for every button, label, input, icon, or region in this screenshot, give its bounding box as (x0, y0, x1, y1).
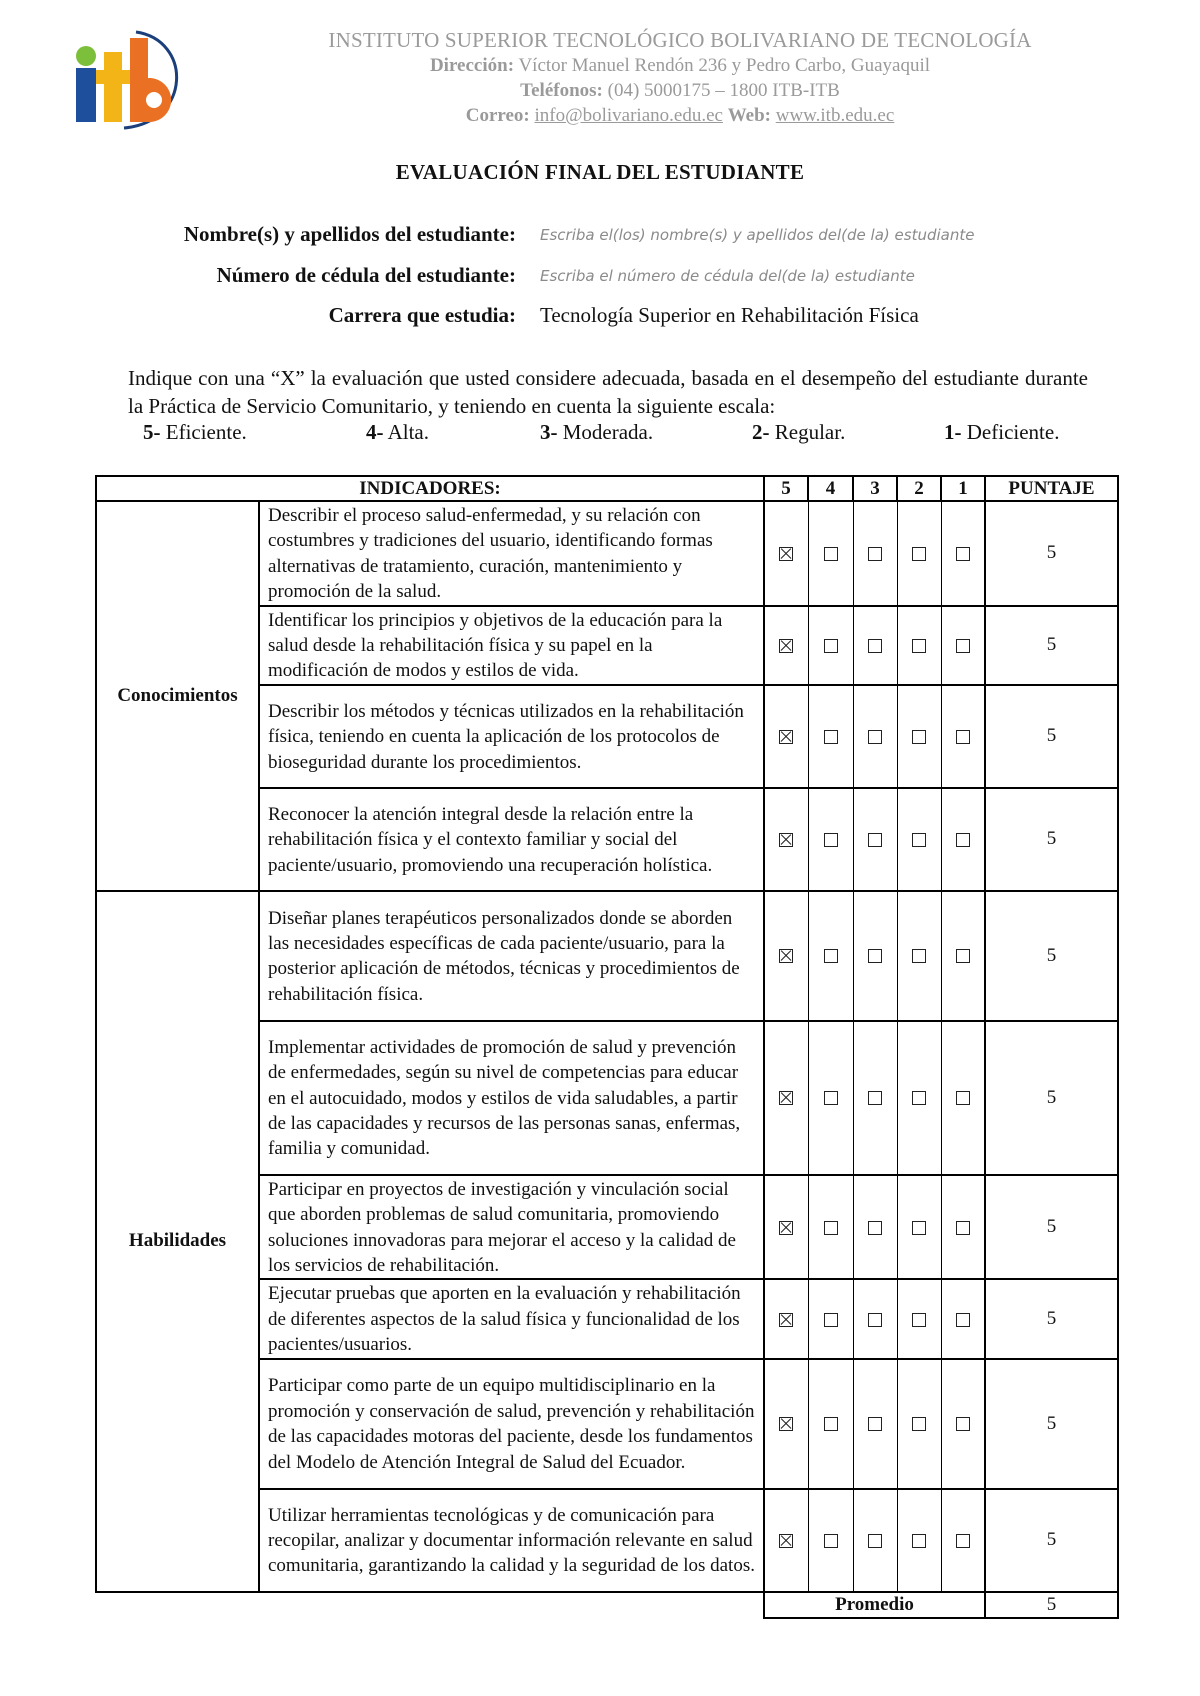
rating-1[interactable] (941, 1359, 985, 1489)
rating-4[interactable] (808, 788, 853, 891)
scale-item-2 (752, 420, 845, 445)
rating-5[interactable] (764, 788, 808, 891)
indicator-text: Diseñar planes terapéuticos personalizados donde se aborden las necesidades específicas de cada paciente/usuario, para la posterior aplicación de métodos, técnicas y procedimientos de rehabilitación física. (259, 891, 764, 1021)
empty-box-icon[interactable] (824, 730, 838, 744)
rating-2[interactable] (897, 501, 941, 606)
rating-3[interactable] (853, 1021, 897, 1175)
student-id-label: Número de cédula del estudiante: (216, 263, 516, 287)
checked-box-icon[interactable] (779, 730, 793, 744)
indicator-text: Utilizar herramientas tecnológicas y de comunicación para recopilar, analizar y documentar información relevante en salud comunitaria, garantizando la calidad y la seguridad de los datos. (259, 1489, 764, 1592)
header-indicators: INDICADORES: (96, 476, 764, 501)
checked-box-icon[interactable] (779, 1091, 793, 1105)
checked-box-icon[interactable] (779, 1221, 793, 1235)
empty-box-icon[interactable] (956, 1091, 970, 1105)
header-1: 1 (941, 476, 985, 501)
header-5: 5 (764, 476, 808, 501)
rating-2[interactable] (897, 788, 941, 891)
score-value: 5 (985, 1021, 1118, 1175)
rating-3[interactable] (853, 1279, 897, 1358)
empty-box-icon[interactable] (912, 949, 926, 963)
average-row (96, 1592, 1118, 1618)
empty-box-icon[interactable] (956, 1313, 970, 1327)
empty-box-icon[interactable] (824, 949, 838, 963)
rating-5[interactable] (764, 1489, 808, 1592)
empty-box-icon[interactable] (912, 1534, 926, 1548)
empty-box-icon[interactable] (912, 1221, 926, 1235)
rating-3[interactable] (853, 685, 897, 788)
rating-3[interactable] (853, 788, 897, 891)
student-id-field[interactable]: Escriba el número de cédula del(de la) estudiante (540, 267, 915, 285)
empty-box-icon[interactable] (868, 1091, 882, 1105)
blank-cell (96, 1592, 764, 1618)
empty-box-icon[interactable] (912, 1313, 926, 1327)
student-name-label: Nombre(s) y apellidos del estudiante: (183, 222, 516, 246)
rating-1[interactable] (941, 606, 985, 685)
indicator-text: Participar como parte de un equipo multidisciplinario en la promoción y conservación de salud, prevención y rehabilitación de las capacidades motoras del paciente, desde los fundamentos del Modelo de Atención Integral de Salud del Ecuador. (259, 1359, 764, 1489)
rating-3[interactable] (853, 1489, 897, 1592)
scale-item-5 (143, 420, 247, 445)
empty-box-icon[interactable] (912, 547, 926, 561)
empty-box-icon[interactable] (912, 1091, 926, 1105)
empty-box-icon[interactable] (868, 1417, 882, 1431)
score-value: 5 (985, 788, 1118, 891)
rating-2[interactable] (897, 891, 941, 1021)
checked-box-icon[interactable] (779, 1534, 793, 1548)
rating-5[interactable] (764, 1175, 808, 1280)
empty-box-icon[interactable] (868, 949, 882, 963)
rating-5[interactable] (764, 1021, 808, 1175)
empty-box-icon[interactable] (824, 1091, 838, 1105)
rating-3[interactable] (853, 501, 897, 606)
checked-box-icon[interactable] (779, 949, 793, 963)
checked-box-icon[interactable] (779, 833, 793, 847)
scale-label: Regular. (774, 420, 846, 444)
itb-logo (74, 30, 192, 130)
rating-2[interactable] (897, 606, 941, 685)
contact-line (230, 105, 1130, 127)
indicator-text: Participar en proyectos de investigación y vinculación social que aborden problemas de salud comunitaria, promoviendo soluciones innovadoras para mejorar el acceso y la calidad de los servicios de rehabilitación. (259, 1175, 764, 1280)
rating-4[interactable] (808, 1279, 853, 1358)
web-label: Web: (727, 105, 771, 126)
rating-3[interactable] (853, 891, 897, 1021)
empty-box-icon[interactable] (824, 1417, 838, 1431)
header-4: 4 (808, 476, 853, 501)
indicator-text: Ejecutar pruebas que aporten en la evaluación y rehabilitación de diferentes aspectos de la salud física y funcionalidad de los pacientes/usuarios. (259, 1279, 764, 1358)
score-value: 5 (985, 1359, 1118, 1489)
rating-3[interactable] (853, 606, 897, 685)
empty-box-icon[interactable] (956, 730, 970, 744)
table-header-row (96, 476, 1118, 501)
career-field[interactable]: Tecnología Superior en Rehabilitación Física (540, 303, 919, 327)
header-score: PUNTAJE (985, 476, 1118, 501)
page-title: EVALUACIÓN FINAL DEL ESTUDIANTE (395, 160, 805, 184)
rating-4[interactable] (808, 1359, 853, 1489)
rating-2[interactable] (897, 1175, 941, 1280)
empty-box-icon[interactable] (956, 639, 970, 653)
score-value: 5 (985, 1175, 1118, 1280)
checked-box-icon[interactable] (779, 547, 793, 561)
indicator-text: Reconocer la atención integral desde la relación entre la rehabilitación física y el contexto familiar y social del paciente/usuario, promoviendo una recuperación holística. (259, 788, 764, 891)
score-value: 5 (985, 891, 1118, 1021)
rating-2[interactable] (897, 1489, 941, 1592)
rating-4[interactable] (808, 501, 853, 606)
address-label: Dirección: (429, 55, 515, 76)
email-label: Correo: (465, 105, 530, 126)
rating-5[interactable] (764, 1279, 808, 1358)
category-habilidades: Habilidades (96, 891, 259, 1592)
table-row (96, 891, 1118, 1021)
empty-box-icon[interactable] (956, 1534, 970, 1548)
empty-box-icon[interactable] (868, 547, 882, 561)
rating-4[interactable] (808, 1175, 853, 1280)
rating-4[interactable] (808, 1489, 853, 1592)
empty-box-icon[interactable] (824, 833, 838, 847)
category-conocimientos: Conocimientos (96, 501, 259, 891)
rating-5[interactable] (764, 1359, 808, 1489)
student-name-field[interactable]: Escriba el(los) nombre(s) y apellidos del(de la) estudiante (540, 226, 975, 244)
rating-5[interactable] (764, 501, 808, 606)
phones-line (230, 80, 1130, 102)
rating-4[interactable] (808, 685, 853, 788)
empty-box-icon[interactable] (868, 639, 882, 653)
empty-box-icon[interactable] (912, 639, 926, 653)
empty-box-icon[interactable] (956, 833, 970, 847)
empty-box-icon[interactable] (824, 1534, 838, 1548)
indicator-text: Describir el proceso salud-enfermedad, y su relación con costumbres y tradiciones del usuario, identificando formas alternativas de tratamiento, curación, mantenimiento y promoción de la salud. (259, 501, 764, 606)
instructions-text: Indique con una “X” la evaluación que usted considere adecuada, basada en el desempeño del estudiante durante la Práctica de Servicio Comunitario, y teniendo en cuenta la siguiente escala: (128, 366, 1088, 418)
empty-box-icon[interactable] (868, 1313, 882, 1327)
address-line (230, 55, 1130, 77)
scale-num: 4- (366, 420, 384, 444)
rating-1[interactable] (941, 1489, 985, 1592)
indicator-text: Describir los métodos y técnicas utilizados en la rehabilitación física, teniendo en cuenta la aplicación de los protocolos de bioseguridad durante los procedimientos. (259, 685, 764, 788)
empty-box-icon[interactable] (912, 1417, 926, 1431)
rating-4[interactable] (808, 891, 853, 1021)
scale-label: Alta. (387, 420, 429, 444)
rating-1[interactable] (941, 1279, 985, 1358)
phones-label: Teléfonos: (520, 80, 603, 101)
rating-4[interactable] (808, 606, 853, 685)
address-value: Víctor Manuel Rendón 236 y Pedro Carbo, Guayaquil (518, 55, 931, 76)
score-value: 5 (985, 501, 1118, 606)
table-row (96, 501, 1118, 606)
rating-1[interactable] (941, 1021, 985, 1175)
empty-box-icon[interactable] (956, 1221, 970, 1235)
indicator-text: Identificar los principios y objetivos de la educación para la salud desde la rehabilitación física y su papel en la modificación de modos y estilos de vida. (259, 606, 764, 685)
web-link[interactable]: www.itb.edu.ec (775, 105, 895, 126)
rating-2[interactable] (897, 685, 941, 788)
scale-num: 2- (752, 420, 770, 444)
rating-3[interactable] (853, 1175, 897, 1280)
header-3: 3 (853, 476, 897, 501)
rating-4[interactable] (808, 1021, 853, 1175)
rating-2[interactable] (897, 1279, 941, 1358)
score-value: 5 (985, 685, 1118, 788)
empty-box-icon[interactable] (956, 1417, 970, 1431)
institution-name: INSTITUTO SUPERIOR TECNOLÓGICO BOLIVARIANO DE TECNOLOGÍA (328, 28, 1032, 52)
scale-label: Moderada. (562, 420, 654, 444)
rating-1[interactable] (941, 891, 985, 1021)
empty-box-icon[interactable] (956, 949, 970, 963)
scale-num: 3- (540, 420, 558, 444)
empty-box-icon[interactable] (868, 1534, 882, 1548)
indicator-text: Implementar actividades de promoción de salud y prevención de enfermedades, según su nivel de competencias para educar en el autocuidado, modos y estilos de vida saludables, a partir de las capacidades y recursos de las personas sanas, enfermas, familia y comunidad. (259, 1021, 764, 1175)
rating-1[interactable] (941, 501, 985, 606)
empty-box-icon[interactable] (868, 833, 882, 847)
empty-box-icon[interactable] (824, 1221, 838, 1235)
scale-item-4 (366, 420, 429, 445)
empty-box-icon[interactable] (956, 547, 970, 561)
header-2: 2 (897, 476, 941, 501)
career-label: Carrera que estudia: (328, 303, 516, 327)
empty-box-icon[interactable] (824, 547, 838, 561)
rating-2[interactable] (897, 1021, 941, 1175)
average-label: Promedio (764, 1592, 985, 1618)
rating-5[interactable] (764, 606, 808, 685)
empty-box-icon[interactable] (912, 730, 926, 744)
checked-box-icon[interactable] (779, 639, 793, 653)
phones-value: (04) 5000175 – 1800 ITB-ITB (607, 80, 840, 101)
average-value: 5 (985, 1592, 1118, 1618)
empty-box-icon[interactable] (868, 1221, 882, 1235)
scale-num: 1- (944, 420, 962, 444)
scale-item-3 (540, 420, 653, 445)
rating-1[interactable] (941, 1175, 985, 1280)
itb-logo-icon (74, 30, 192, 130)
email-link[interactable]: info@bolivariano.edu.ec (534, 105, 723, 126)
rating-5[interactable] (764, 891, 808, 1021)
rating-1[interactable] (941, 788, 985, 891)
empty-box-icon[interactable] (824, 1313, 838, 1327)
empty-box-icon[interactable] (868, 730, 882, 744)
rating-1[interactable] (941, 685, 985, 788)
scale-num: 5- (143, 420, 161, 444)
empty-box-icon[interactable] (912, 833, 926, 847)
score-value: 5 (985, 606, 1118, 685)
checked-box-icon[interactable] (779, 1417, 793, 1431)
score-value: 5 (985, 1489, 1118, 1592)
scale-label: Deficiente. (966, 420, 1060, 444)
checked-box-icon[interactable] (779, 1313, 793, 1327)
scale-item-1 (944, 420, 1059, 445)
rating-2[interactable] (897, 1359, 941, 1489)
rating-3[interactable] (853, 1359, 897, 1489)
rating-5[interactable] (764, 685, 808, 788)
empty-box-icon[interactable] (824, 639, 838, 653)
scale-label: Eficiente. (165, 420, 247, 444)
score-value: 5 (985, 1279, 1118, 1358)
evaluation-table (95, 475, 1119, 1619)
